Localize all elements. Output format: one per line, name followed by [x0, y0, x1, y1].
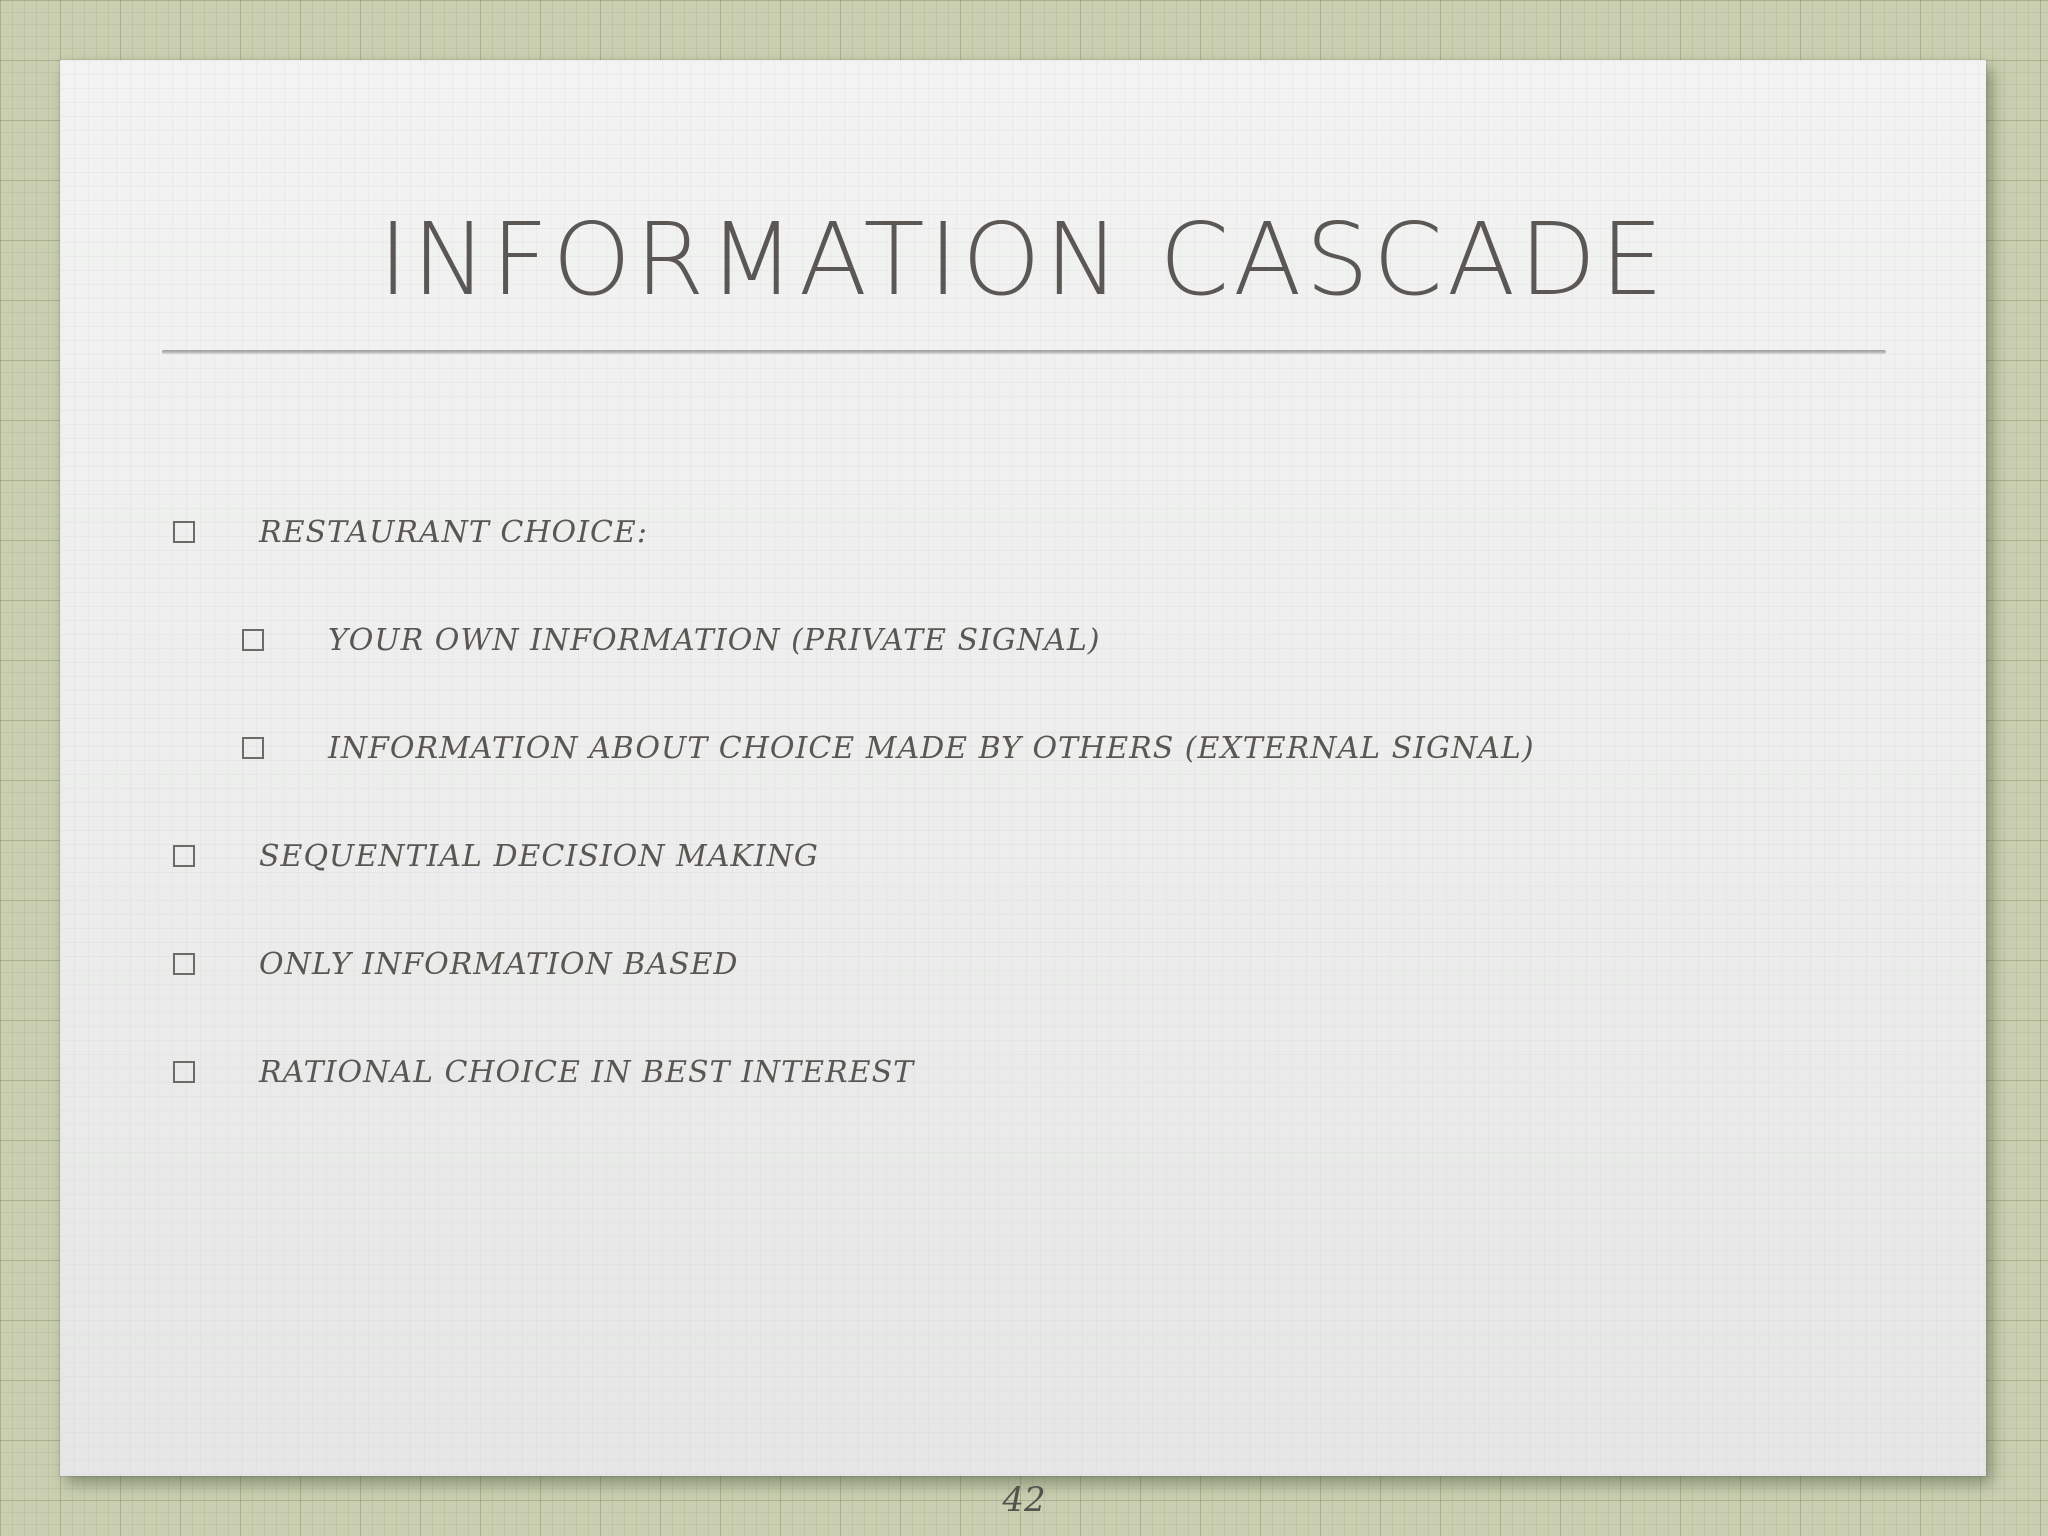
bullet-text: RATIONAL CHOICE IN BEST INTEREST: [259, 1054, 915, 1090]
checkbox-icon: [173, 845, 195, 867]
bullet-item: [173, 512, 648, 552]
bullet-text: RESTAURANT CHOICE:: [259, 514, 648, 550]
slide: [60, 60, 1986, 1476]
bullet-item: [242, 728, 1535, 768]
checkbox-icon: [173, 521, 195, 543]
bullet-list: [60, 60, 1986, 1476]
checkbox-icon: [242, 629, 264, 651]
slide-title: INFORMATION CASCADE: [378, 201, 1668, 318]
bullet-item: [173, 836, 819, 876]
bullet-item: [242, 620, 1100, 660]
checkbox-icon: [242, 737, 264, 759]
checkbox-icon: [173, 953, 195, 975]
bullet-text: SEQUENTIAL DECISION MAKING: [259, 838, 819, 874]
page-number: 42: [1002, 1480, 1046, 1520]
checkbox-icon: [173, 1061, 195, 1083]
bullet-text: INFORMATION ABOUT CHOICE MADE BY OTHERS (EXTERNAL SIGNAL): [328, 730, 1535, 766]
bullet-item: [173, 944, 739, 984]
bullet-text: YOUR OWN INFORMATION (PRIVATE SIGNAL): [328, 622, 1101, 658]
bullet-text: ONLY INFORMATION BASED: [259, 946, 739, 982]
bullet-item: [173, 1052, 914, 1092]
